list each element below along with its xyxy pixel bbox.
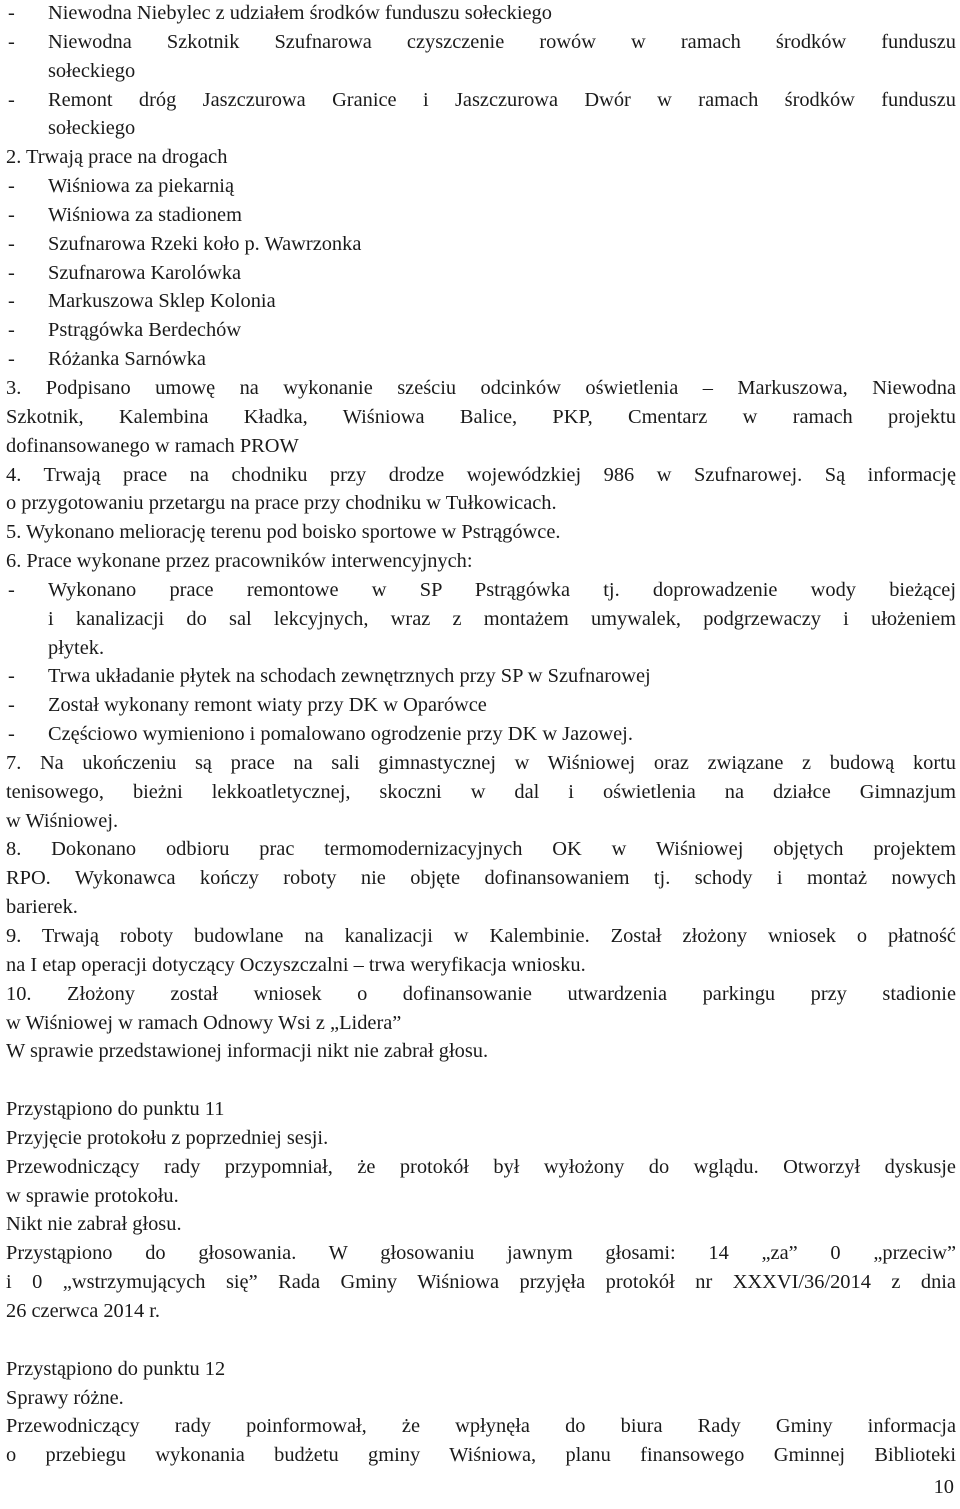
- dash-item: - Niewodna Szkotnik Szufnarowa czyszczenie rowów w ramach środków funduszu: [6, 28, 956, 57]
- numbered-item-9: 9. Trwają roboty budowlane na kanalizacji w Kalembinie. Został złożony wniosek o płatność: [6, 925, 956, 947]
- text-line: Przewodniczący rady przypomniał, że protokół był wyłożony do wglądu. Otworzył dyskusje: [6, 1155, 956, 1178]
- dash-item: - Wiśniowa za piekarnią: [6, 172, 956, 201]
- text-line: Przewodniczący rady poinformował, że wpłynęła do biura Rady Gminy informacja: [6, 1415, 956, 1438]
- text-line: na I etap operacji dotyczący Oczyszczalni – trwa weryfikacja wniosku.: [6, 953, 586, 976]
- dash-item: - Pstrągówka Berdechów: [6, 316, 956, 345]
- text-line: tenisowego, bieżni lekkoatletycznej, skoczni w dal i oświetlenia na działce Gimnazjum: [6, 780, 956, 803]
- section-subject: Sprawy różne.: [6, 1386, 124, 1409]
- dash-item: - Markuszowa Sklep Kolonia: [6, 287, 956, 316]
- dash-item: - Wykonano prace remontowe w SP Pstrągówka tj. doprowadzenie wody bieżącej: [6, 576, 956, 605]
- dash-item: - Został wykonany remont wiaty przy DK w Oparówce: [6, 691, 956, 720]
- text-line: Nikt nie zabrał głosu.: [6, 1213, 182, 1236]
- numbered-item-2: 2. Trwają prace na drogach: [6, 146, 228, 169]
- section-subject: Przyjęcie protokołu z poprzedniej sesji.: [6, 1126, 329, 1149]
- dash-item-continuation: sołeckiego: [48, 117, 136, 140]
- text-line: 26 czerwca 2014 r.: [6, 1299, 160, 1322]
- dash-item: - Szufnarowa Karolówka: [6, 259, 956, 288]
- text-line: w Wiśniowej w ramach Odnowy Wsi z „Lidera”: [6, 1011, 402, 1034]
- numbered-item-5: 5. Wykonano meliorację terenu pod boisko sportowe w Pstrągówce.: [6, 521, 561, 544]
- text-line: i 0 „wstrzymujących się” Rada Gminy Wiśniowa przyjęła protokół nr XXXVI/36/2014 z dnia: [6, 1271, 956, 1294]
- numbered-item-3: 3. Podpisano umowę na wykonanie sześciu odcinków oświetlenia – Markuszowa, Niewodna: [6, 376, 956, 399]
- paragraph-gap: [6, 1066, 956, 1095]
- dash-item: - Wiśniowa za stadionem: [6, 201, 956, 230]
- numbered-item-6: 6. Prace wykonane przez pracowników interwencyjnych:: [6, 550, 473, 573]
- section-heading: Przystąpiono do punktu 12: [6, 1357, 226, 1380]
- numbered-item-8: 8. Dokonano odbioru prac termomodernizacyjnych OK w Wiśniowej objętych projektem: [6, 838, 956, 861]
- text-line: barierek.: [6, 896, 78, 919]
- document-body: [6, 0, 956, 1470]
- dash-item-continuation: płytek.: [48, 636, 105, 659]
- text-line: o przebiegu wykonania budżetu gminy Wiśniowa, planu finansowego Gminnej Biblioteki: [6, 1444, 956, 1467]
- dash-item: - Trwa układanie płytek na schodach zewnętrznych przy SP w Szufnarowej: [6, 662, 956, 691]
- numbered-item-4: 4. Trwają prace na chodniku przy drodze wojewódzkiej 986 w Szufnarowej. Są informację: [6, 463, 956, 486]
- text-line: dofinansowanego w ramach PROW: [6, 434, 299, 457]
- dash-item-continuation: sołeckiego: [48, 59, 136, 82]
- page-number: 10: [933, 1476, 954, 1498]
- text-line: w sprawie protokołu.: [6, 1184, 179, 1207]
- section-heading: Przystąpiono do punktu 11: [6, 1098, 225, 1121]
- numbered-item-7: 7. Na ukończeniu są prace na sali gimnastycznej w Wiśniowej oraz związane z budową kortu: [6, 751, 956, 774]
- dash-item: - Różanka Sarnówka: [6, 345, 956, 374]
- text-line: W sprawie przedstawionej informacji nikt nie zabrał głosu.: [6, 1040, 489, 1063]
- numbered-item-10: 10. Złożony został wniosek o dofinansowanie utwardzenia parkingu przy stadionie: [6, 982, 956, 1005]
- text-line: o przygotowaniu przetargu na prace przy chodniku w Tułkowicach.: [6, 492, 557, 515]
- text-line: RPO. Wykonawca kończy roboty nie objęte dofinansowaniem tj. schody i montaż nowych: [6, 867, 956, 890]
- dash-item: - Remont dróg Jaszczurowa Granice i Jaszczurowa Dwór w ramach środków funduszu: [6, 86, 956, 115]
- dash-item-continuation: i kanalizacji do sal lekcyjnych, wraz z montażem umywalek, podgrzewaczy i ułożeniem: [48, 607, 956, 630]
- paragraph-gap: [6, 1326, 956, 1355]
- dash-item: - Szufnarowa Rzeki koło p. Wawrzonka: [6, 230, 956, 259]
- text-line: Przystąpiono do głosowania. W głosowaniu jawnym głosami: 14 „za” 0 „przeciw”: [6, 1242, 956, 1265]
- dash-item: - Częściowo wymieniono i pomalowano ogrodzenie przy DK w Jazowej.: [6, 720, 956, 749]
- text-line: Szkotnik, Kalembina Kładka, Wiśniowa Balice, PKP, Cmentarz w ramach projektu: [6, 405, 956, 428]
- text-line: w Wiśniowej.: [6, 809, 119, 832]
- dash-item: - Niewodna Niebylec z udziałem środków funduszu sołeckiego: [6, 0, 956, 28]
